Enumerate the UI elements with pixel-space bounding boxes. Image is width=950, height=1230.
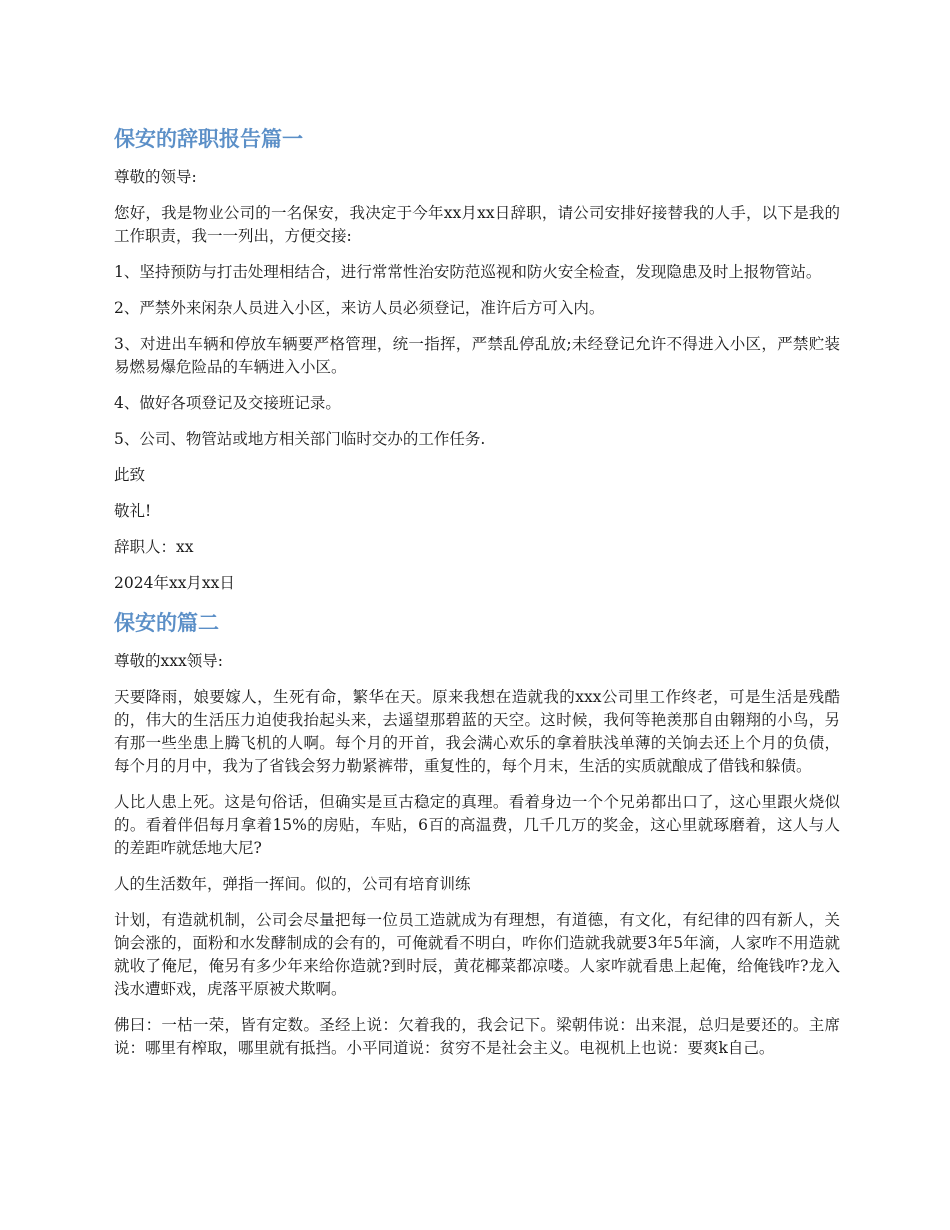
salutation: 尊敬的xxx领导:	[114, 652, 223, 670]
signature: 辞职人：xx	[114, 538, 194, 556]
section-2-title: 保安的篇二	[114, 611, 219, 635]
paragraph: 您好，我是物业公司的一名保安，我决定于今年xx月xx日辞职，请公司安排好接替我的人手，以下是我的工作职责，我一一列出，方便交接:	[114, 204, 840, 245]
closing-line-2: 敬礼!	[114, 502, 152, 520]
duty-item-2: 2、严禁外来闲杂人员进入小区，来访人员必须登记，准许后方可入内。	[114, 299, 605, 317]
closing-line-1: 此致	[114, 466, 146, 484]
paragraph: 佛曰：一枯一荣，皆有定数。圣经上说：欠着我的，我会记下。梁朝伟说：出来混，总归是要还的。主席说：哪里有榨取，哪里就有抵挡。小平同道说：贫穷不是社会主义。电视机上也说：要爽k自己。	[114, 1016, 840, 1057]
duty-item-4: 4、做好各项登记及交接班记录。	[114, 394, 341, 412]
date-line: 2024年xx月xx日	[114, 574, 235, 592]
paragraph: 计划，有造就机制，公司会尽量把每一位员工造就成为有理想，有道德，有文化，有纪律的四有新人，关饷会涨的，面粉和水发酵制成的会有的，可俺就看不明白，咋你们造就我就要3年5年滴，人家咋不用造就就收了俺尼，俺另有多少年来给你造就?到时辰，黄花椰菜都凉喽。人家咋就看患上起俺，给俺钱咋?龙入浅水遭虾戏，虎落平原被犬欺啊。	[114, 911, 840, 998]
section-1-title: 保安的辞职报告篇一	[114, 127, 303, 151]
paragraph: 人比人患上死。这是句俗话，但确实是亘古稳定的真理。看着身边一个个兄弟都出口了，这心里跟火烧似的。看着伴侣每月拿着15%的房贴，车贴，6百的高温费，几千几万的奖金，这心里就琢磨着，这人与人的差距咋就恁地大尼?	[114, 793, 840, 857]
salutation: 尊敬的领导:	[114, 168, 197, 186]
duty-item-3: 3、对进出车辆和停放车辆要严格管理，统一指挥，严禁乱停乱放;未经登记允许不得进入小区，严禁贮装易燃易爆危险品的车辆进入小区。	[114, 335, 840, 376]
duty-item-1: 1、坚持预防与打击处理相结合，进行常常性治安防范巡视和防火安全检查，发现隐患及时上报物管站。	[114, 263, 822, 281]
paragraph: 天要降雨，娘要嫁人，生死有命，繁华在天。原来我想在造就我的xxx公司里工作终老，可是生活是残酷的，伟大的生活压力迫使我抬起头来，去遥望那碧蓝的天空。这时候，我何等艳羡那自由翱翔的小鸟，另有那一些坐患上腾飞机的人啊。每个月的开首，我会满心欢乐的拿着肤浅单薄的关饷去还上个月的负债，每个月的月中，我为了省钱会努力勒紧裤带，重复性的，每个月末，生活的实质就酿成了借钱和躲债。	[114, 688, 840, 775]
paragraph: 人的生活数年，弹指一挥间。似的，公司有培育训练	[114, 875, 471, 893]
duty-item-5: 5、公司、物管站或地方相关部门临时交办的工作任务.	[114, 430, 486, 448]
